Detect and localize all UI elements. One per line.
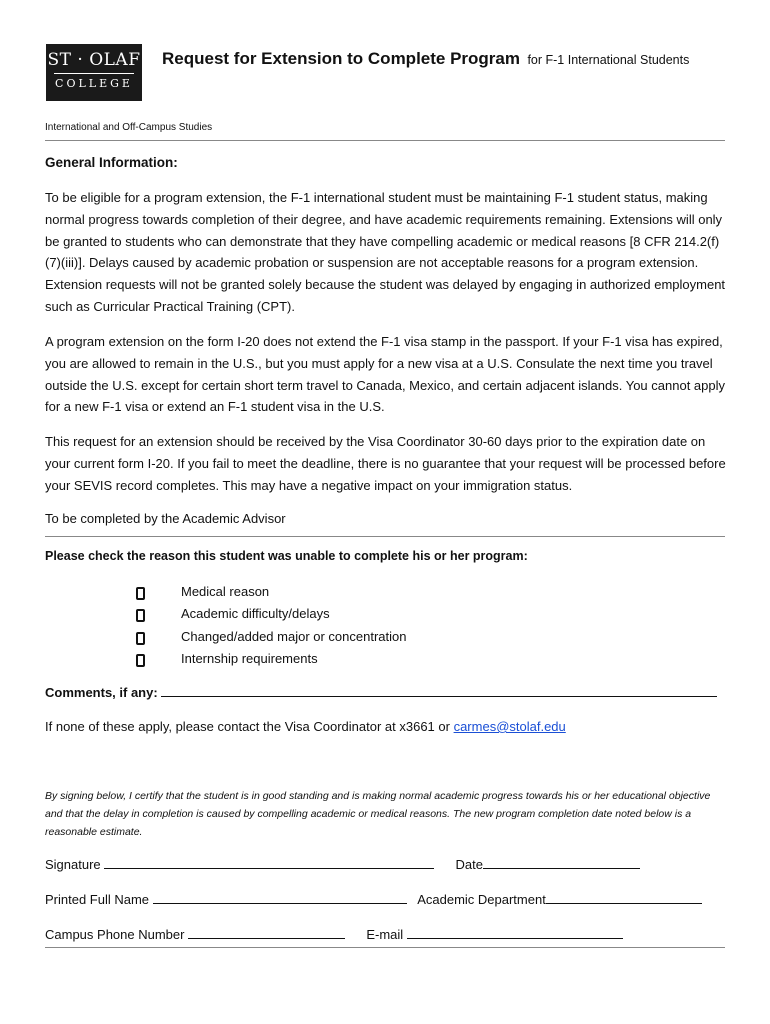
college-logo	[46, 44, 142, 101]
comments-field[interactable]	[161, 684, 717, 697]
contact-row	[45, 719, 566, 734]
certification-statement: By signing below, I certify that the student is in good standing and is making normal academic progress towards his or her educational objective and that the delay in completion is caused by compelling academic or medical reasons. The new program completion date noted below is a reasonable estimate.	[45, 790, 711, 838]
general-paragraph-3: This request for an extension should be received by the Visa Coordinator 30-60 days prior to the expiration date on your current form I-20. If you fail to meet the deadline, there is no guarantee that your request will be processed before your SEVIS record completes. This may have a negative impact on your immigration status.	[45, 434, 726, 493]
form-title	[162, 49, 689, 69]
title-subtitle: for F-1 International Students	[527, 53, 690, 67]
logo-line1: ST · OLAF	[47, 50, 141, 70]
general-paragraph-1: To be eligible for a program extension, the F-1 international student must be maintaining F-1 student status, making normal progress towards completion of their degree, and have academic requirements remaining. Extensions will only be granted to students who can demonstrate that they have compelling academic or medical reasons [8 CFR 214.2(f)(7)(iii)]. Delays caused by academic probation or suspension are not acceptable reasons for a program extension. Extension requests will not be granted solely because the student was delayed by engaging in authorized employment such as Curricular Practical Training (CPT).	[45, 190, 726, 314]
signature-row	[45, 856, 640, 872]
signature-label: Signature	[45, 857, 101, 872]
printed-name-field[interactable]	[153, 891, 407, 904]
department-field[interactable]	[546, 891, 702, 904]
advisor-heading: To be completed by the Academic Advisor	[45, 511, 286, 526]
department-label: Academic Department	[417, 892, 546, 907]
logo-rule	[54, 73, 134, 74]
title-main: Request for Extension to Complete Program	[162, 49, 520, 68]
header-divider	[45, 140, 725, 141]
comments-label: Comments, if any:	[45, 685, 158, 700]
reason-question: Please check the reason this student was unable to complete his or her program:	[45, 549, 528, 563]
checkbox[interactable]	[136, 587, 145, 600]
comments-row	[45, 684, 717, 700]
reason-label: Medical reason	[181, 584, 270, 599]
reason-label: Changed/added major or concentration	[181, 629, 407, 644]
phone-label: Campus Phone Number	[45, 927, 185, 942]
name-row	[45, 891, 702, 907]
checkbox[interactable]	[136, 632, 145, 645]
email-label: E-mail	[366, 927, 404, 942]
office-name: International and Off-Campus Studies	[45, 122, 213, 133]
advisor-divider	[45, 536, 725, 537]
general-paragraph-2: A program extension on the form I-20 does not extend the F-1 visa stamp in the passport. If your F-1 visa has expired, you are allowed to remain in the U.S., but you must apply for a new visa at a U.S. Consulate the next time you travel outside the U.S. except for certain short term travel to Canada, Mexico, and certain adjacent islands. You cannot apply for a new F-1 visa or extend an F-1 student visa in the U.S.	[45, 334, 725, 415]
date-field[interactable]	[483, 856, 640, 869]
contact-fields-row	[45, 926, 623, 942]
logo-line2: COLLEGE	[55, 77, 133, 90]
reason-label: Internship requirements	[181, 651, 318, 666]
contact-text: If none of these apply, please contact the Visa Coordinator at x3661 or	[45, 719, 450, 734]
footer-divider	[45, 947, 725, 948]
email-field[interactable]	[407, 926, 623, 939]
checkbox[interactable]	[136, 654, 145, 667]
printed-name-label: Printed Full Name	[45, 892, 150, 907]
date-label: Date	[455, 857, 483, 872]
general-heading: General Information:	[45, 155, 178, 170]
checkbox[interactable]	[136, 609, 145, 622]
signature-field[interactable]	[104, 856, 434, 869]
coordinator-email-link[interactable]: carmes@stolaf.edu	[453, 719, 566, 734]
reason-label: Academic difficulty/delays	[181, 606, 330, 621]
phone-field[interactable]	[188, 926, 345, 939]
